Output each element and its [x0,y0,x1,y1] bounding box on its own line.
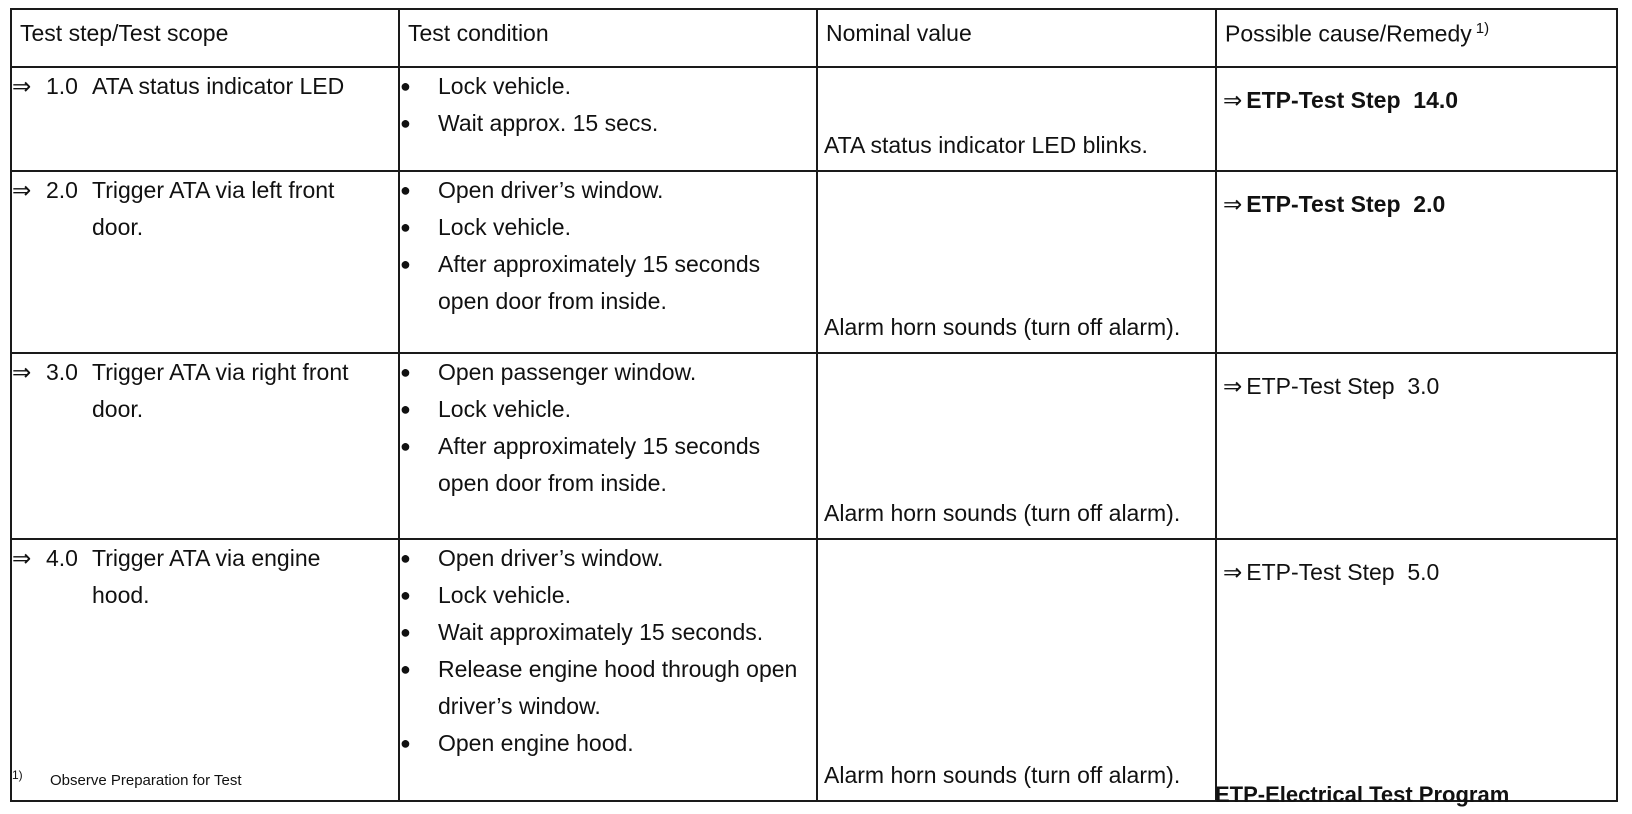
footnote-number: 1) [12,768,23,782]
table-row [11,171,1617,353]
bullet-icon: ● [400,436,411,456]
footer-program-name: ETP-Electrical Test Program [1215,782,1510,807]
test-step-cell [11,171,399,353]
list-item: ● Wait approx. 15 secs. [400,105,816,142]
list-item: ● Open passenger window. [400,354,816,391]
test-step-cell [11,67,399,171]
bullet-icon: ● [400,76,411,96]
bullet-icon: ● [400,622,411,642]
test-condition-cell [399,353,817,539]
step-number: 3.0 [46,359,78,385]
bullet-icon: ● [400,362,411,382]
remedy-link-text: ETP-Test Step [1246,559,1395,585]
arrow-icon: ⇒ [12,73,32,99]
arrow-icon: ⇒ [1223,191,1243,217]
step-scope-continued: hood. [92,582,150,608]
step-scope: Trigger ATA via right front [92,359,349,385]
list-item: ● Lock vehicle. [400,209,816,246]
test-procedure-table [10,8,1618,802]
possible-cause-cell [1216,353,1617,539]
remedy-step-number: 14.0 [1413,87,1459,113]
list-item: ● Lock vehicle. [400,68,816,105]
list-item: ● After approximately 15 seconds open door from inside. [400,428,816,502]
step-scope: Trigger ATA via engine [92,545,321,571]
remedy-step-number: 3.0 [1407,373,1440,399]
nominal-value-cell: Alarm horn sounds (turn off alarm). [817,539,1216,801]
bullet-icon: ● [400,733,411,753]
nominal-value-cell: Alarm horn sounds (turn off alarm). [817,171,1216,353]
remedy-link-text: ETP-Test Step [1246,373,1395,399]
step-number: 2.0 [46,177,78,203]
list-item: ● Wait approximately 15 seconds. [400,614,816,651]
header-nominal-value: Nominal value [817,9,1216,67]
step-number: 4.0 [46,545,78,571]
list-item: ● Open driver’s window. [400,172,816,209]
step-number: 1.0 [46,73,78,99]
step-scope-continued: door. [92,214,144,240]
list-item: ● Release engine hood through open driver’s window. [400,651,816,725]
bullet-icon: ● [400,585,411,605]
bullet-icon: ● [400,254,411,274]
remedy-step-number: 2.0 [1413,191,1446,217]
bullet-icon: ● [400,399,411,419]
remedy-step-number: 5.0 [1407,559,1440,585]
arrow-icon: ⇒ [1223,559,1243,585]
bullet-icon: ● [400,659,411,679]
bullet-icon: ● [400,180,411,200]
step-scope: ATA status indicator LED [92,73,345,99]
test-condition-cell [399,67,817,171]
list-item: ● Open engine hood. [400,725,816,762]
list-item: ● After approximately 15 seconds open door from inside. [400,246,816,320]
possible-cause-cell [1216,171,1617,353]
footnote [12,768,241,789]
footnote-text: Observe Preparation for Test [50,772,242,789]
test-step-cell [11,539,399,801]
arrow-icon: ⇒ [1223,373,1243,399]
list-item: ● Lock vehicle. [400,577,816,614]
nominal-value-cell: Alarm horn sounds (turn off alarm). [817,353,1216,539]
header-possible-cause: Possible cause/Remedy $^{1)}$ [1216,9,1617,67]
arrow-icon: ⇒ [12,177,32,203]
table-row [11,353,1617,539]
list-item: ● Lock vehicle. [400,391,816,428]
step-scope: Trigger ATA via left front [92,177,335,203]
test-step-cell [11,353,399,539]
bullet-icon: ● [400,113,411,133]
arrow-icon: ⇒ [12,545,32,571]
test-condition-cell [399,539,817,801]
possible-cause-cell [1216,67,1617,171]
step-scope-continued: door. [92,396,144,422]
arrow-icon: ⇒ [1223,87,1243,113]
test-condition-cell [399,171,817,353]
table-header-row [11,9,1617,67]
table-row [11,539,1617,801]
header-test-step: Test step/Test scope [11,9,399,67]
list-item: ● Open driver’s window. [400,540,816,577]
bullet-icon: ● [400,548,411,568]
possible-cause-cell [1216,539,1617,801]
nominal-value-cell: ATA status indicator LED blinks. [817,67,1216,171]
table-row [11,67,1617,171]
header-footnote-ref: 1) [1475,20,1490,37]
remedy-link-text: ETP-Test Step [1246,87,1401,113]
bullet-icon: ● [400,217,411,237]
remedy-link-text: ETP-Test Step [1246,191,1401,217]
arrow-icon: ⇒ [12,359,32,385]
header-test-condition: Test condition [399,9,817,67]
